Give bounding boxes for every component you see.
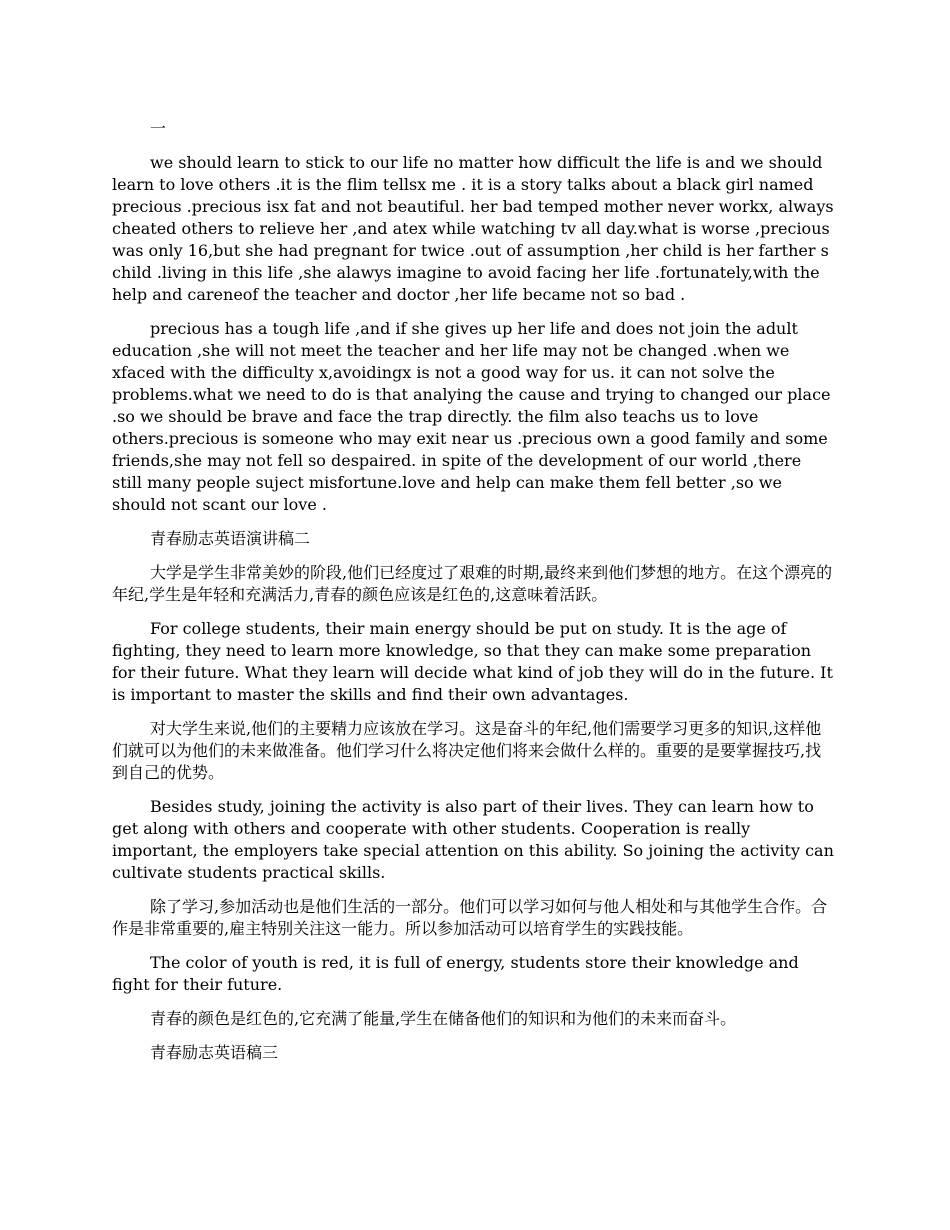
paragraph-english-5: The color of youth is red, it is full of energy, students store their knowledge and fight for their future. xyxy=(112,953,799,994)
document-body xyxy=(112,118,836,1076)
paragraph-chinese-2: 对大学生来说,他们的主要精力应该放在学习。这是奋斗的年纪,他们需要学习更多的知识,这样他们就可以为他们的未来做准备。他们学习什么将决定他们将来会做什么样的。重要的是要掌握技巧,找到自己的优势。 xyxy=(112,719,822,782)
paragraph-english-2: precious has a tough life ,and if she gives up her life and does not join the adult education ,she will not meet the teacher and her life may not be changed .when we xfaced with the difficulty x,avoidingx is not a good way for us. it can not solve the problems.what we need to do is that analying the cause and trying to changed our place .so we should be brave and face the trap directly. the film also teachs us to love others.precious is someone who may exit near us .precious own a good family and some friends,she may not fell so despaired. in spite of the development of our world ,there still many people suject misfortune.love and help can make them fell better ,so we should not scant our love . xyxy=(112,319,831,514)
paragraph-chinese-4: 青春的颜色是红色的,它充满了能量,学生在储备他们的知识和为他们的未来而奋斗。 xyxy=(150,1009,737,1028)
paragraph-chinese-1: 大学是学生非常美妙的阶段,他们已经度过了艰难的时期,最终来到他们梦想的地方。在这个漂亮的年纪,学生是年轻和充满活力,青春的颜色应该是红色的,这意味着活跃。 xyxy=(112,563,833,604)
section-heading-three: 青春励志英语稿三 xyxy=(150,1043,279,1062)
section-marker: 一 xyxy=(150,119,167,138)
paragraph-english-4: Besides study, joining the activity is also part of their lives. They can learn how to get along with others and cooperate with other students. Cooperation is really important, the employers take special attention on this ability. So joining the activity can cultivate students practical skills. xyxy=(112,797,834,882)
paragraph-english-3: For college students, their main energy should be put on study. It is the age of fighting, they need to learn more knowledge, so that they can make some preparation for their future. What they learn will decide what kind of job they will do in the future. It is important to master the skills and find their own advantages. xyxy=(112,619,833,704)
paragraph-english-1: we should learn to stick to our life no matter how difficult the life is and we should learn to love others .it is the flim tellsx me . it is a story talks about a black girl named precious .precious isx fat and not beautiful. her bad temped mother never workx, always cheated others to relieve her ,and atex while watching tv all day.what is worse ,precious was only 16,but she had pregnant for twice .out of assumption ,her child is her farther s child .living in this life ,she alawys imagine to avoid facing her life .fortunately,with the help and careneof the teacher and doctor ,her life became not so bad . xyxy=(112,153,834,304)
section-heading-two: 青春励志英语演讲稿二 xyxy=(150,529,311,548)
paragraph-chinese-3: 除了学习,参加活动也是他们生活的一部分。他们可以学习如何与他人相处和与其他学生合作。合作是非常重要的,雇主特别关注这一能力。所以参加活动可以培育学生的实践技能。 xyxy=(112,897,828,938)
